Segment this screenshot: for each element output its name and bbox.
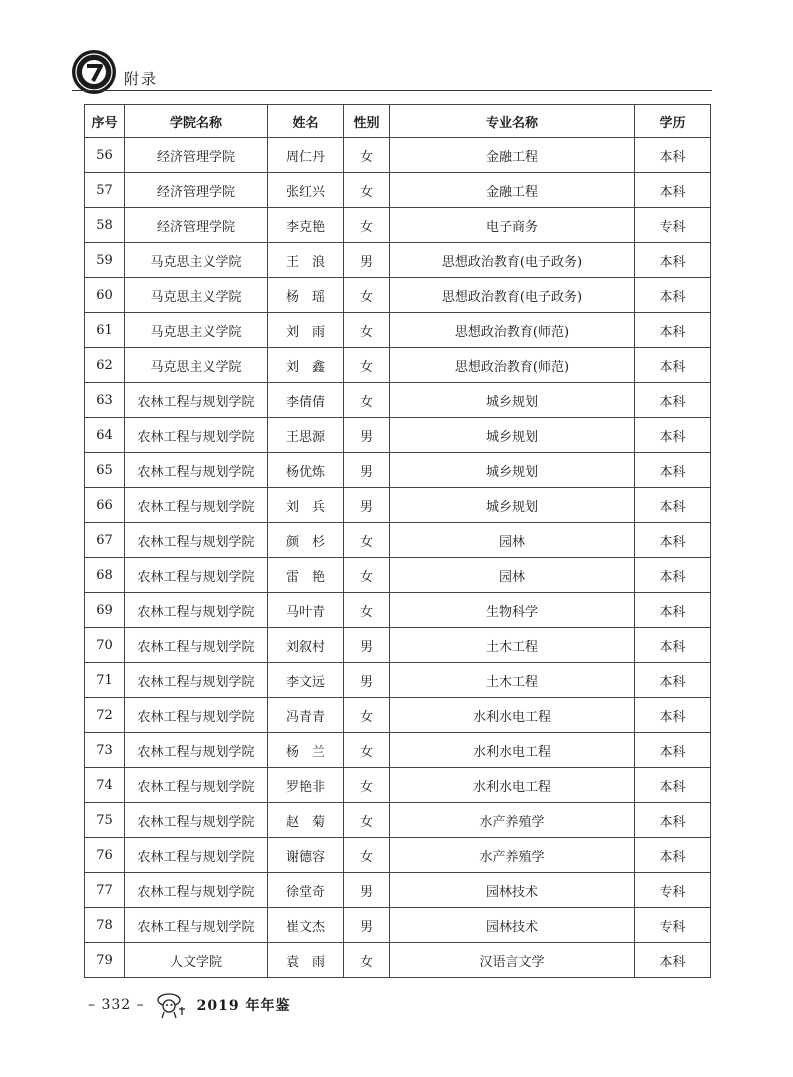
cell-college: 农林工程与规划学院 [125, 803, 268, 838]
yearbook-title: 2019 年年鉴 [196, 998, 291, 1014]
cell-major: 水利水电工程 [390, 733, 635, 768]
cell-degree: 本科 [635, 943, 711, 978]
cell-gender: 女 [344, 803, 390, 838]
cell-degree: 专科 [635, 908, 711, 943]
cell-degree: 专科 [635, 873, 711, 908]
column-header-number: 序号 [85, 105, 125, 138]
cell-major: 城乡规划 [390, 383, 635, 418]
cell-name: 李倩倩 [268, 383, 344, 418]
cell-number: 72 [85, 698, 125, 733]
cell-degree: 本科 [635, 348, 711, 383]
cell-number: 75 [85, 803, 125, 838]
university-seal-icon [72, 50, 116, 94]
cell-number: 58 [85, 208, 125, 243]
cell-major: 电子商务 [390, 208, 635, 243]
cell-college: 农林工程与规划学院 [125, 488, 268, 523]
cell-number: 57 [85, 173, 125, 208]
cell-name: 张红兴 [268, 173, 344, 208]
cell-name: 罗艳非 [268, 768, 344, 803]
table-header-row [85, 105, 711, 138]
page-header [72, 50, 712, 96]
cell-degree: 本科 [635, 278, 711, 313]
table-row [85, 558, 711, 593]
page-number: – 332 – [88, 997, 145, 1013]
cell-name: 徐堂奇 [268, 873, 344, 908]
cell-major: 生物科学 [390, 593, 635, 628]
table-row [85, 243, 711, 278]
cell-gender: 女 [344, 138, 390, 173]
cell-name: 杨优炼 [268, 453, 344, 488]
table-row [85, 523, 711, 558]
cell-major: 思想政治教育(电子政务) [390, 278, 635, 313]
cell-gender: 男 [344, 908, 390, 943]
table-row [85, 943, 711, 978]
cell-number: 71 [85, 663, 125, 698]
cell-name: 王 浪 [268, 243, 344, 278]
cell-number: 74 [85, 768, 125, 803]
cell-degree: 本科 [635, 383, 711, 418]
table-row [85, 803, 711, 838]
cell-major: 水利水电工程 [390, 698, 635, 733]
header-divider [72, 90, 712, 91]
cell-number: 56 [85, 138, 125, 173]
table-row [85, 873, 711, 908]
cell-number: 61 [85, 313, 125, 348]
cell-gender: 女 [344, 768, 390, 803]
cell-name: 杨 瑶 [268, 278, 344, 313]
cell-name: 周仁丹 [268, 138, 344, 173]
table-row [85, 383, 711, 418]
cell-major: 思想政治教育(师范) [390, 348, 635, 383]
cell-gender: 男 [344, 873, 390, 908]
cell-number: 68 [85, 558, 125, 593]
table-row [85, 278, 711, 313]
cell-number: 62 [85, 348, 125, 383]
cell-college: 农林工程与规划学院 [125, 768, 268, 803]
cell-college: 农林工程与规划学院 [125, 593, 268, 628]
cell-major: 水产养殖学 [390, 803, 635, 838]
table-row [85, 593, 711, 628]
cell-degree: 本科 [635, 523, 711, 558]
cell-degree: 本科 [635, 488, 711, 523]
cell-number: 76 [85, 838, 125, 873]
cell-degree: 本科 [635, 173, 711, 208]
table-row [85, 628, 711, 663]
cell-college: 马克思主义学院 [125, 348, 268, 383]
cell-college: 农林工程与规划学院 [125, 733, 268, 768]
table-row [85, 908, 711, 943]
cell-number: 70 [85, 628, 125, 663]
table-row [85, 698, 711, 733]
column-header-gender: 性别 [344, 105, 390, 138]
cell-number: 67 [85, 523, 125, 558]
column-header-college: 学院名称 [125, 105, 268, 138]
cell-degree: 本科 [635, 558, 711, 593]
cell-number: 65 [85, 453, 125, 488]
cell-degree: 本科 [635, 698, 711, 733]
cell-college: 农林工程与规划学院 [125, 418, 268, 453]
cell-name: 李克艳 [268, 208, 344, 243]
cell-major: 园林技术 [390, 908, 635, 943]
cell-college: 马克思主义学院 [125, 313, 268, 348]
table-row [85, 488, 711, 523]
cell-gender: 男 [344, 488, 390, 523]
cell-name: 刘 兵 [268, 488, 344, 523]
cell-name: 颜 杉 [268, 523, 344, 558]
table-row [85, 348, 711, 383]
table-row [85, 838, 711, 873]
cell-college: 农林工程与规划学院 [125, 908, 268, 943]
table-row [85, 733, 711, 768]
cell-gender: 男 [344, 243, 390, 278]
cell-major: 思想政治教育(师范) [390, 313, 635, 348]
cell-major: 城乡规划 [390, 488, 635, 523]
cell-degree: 本科 [635, 593, 711, 628]
cell-college: 农林工程与规划学院 [125, 838, 268, 873]
cell-degree: 本科 [635, 628, 711, 663]
cell-number: 77 [85, 873, 125, 908]
column-header-name: 姓名 [268, 105, 344, 138]
cell-degree: 本科 [635, 733, 711, 768]
table-row [85, 173, 711, 208]
cell-college: 马克思主义学院 [125, 243, 268, 278]
cell-gender: 女 [344, 558, 390, 593]
cell-gender: 女 [344, 523, 390, 558]
cell-degree: 本科 [635, 138, 711, 173]
cell-major: 园林 [390, 558, 635, 593]
cell-major: 城乡规划 [390, 453, 635, 488]
cell-degree: 本科 [635, 803, 711, 838]
cell-college: 农林工程与规划学院 [125, 383, 268, 418]
cell-major: 园林 [390, 523, 635, 558]
cell-degree: 本科 [635, 838, 711, 873]
table-row [85, 453, 711, 488]
cell-name: 杨 兰 [268, 733, 344, 768]
cell-name: 刘叙村 [268, 628, 344, 663]
cell-college: 马克思主义学院 [125, 278, 268, 313]
cell-degree: 本科 [635, 418, 711, 453]
cell-gender: 女 [344, 348, 390, 383]
cell-name: 袁 雨 [268, 943, 344, 978]
cell-major: 城乡规划 [390, 418, 635, 453]
cell-major: 土木工程 [390, 628, 635, 663]
cell-gender: 女 [344, 838, 390, 873]
cell-college: 农林工程与规划学院 [125, 453, 268, 488]
table-body [85, 138, 711, 978]
cell-college: 农林工程与规划学院 [125, 523, 268, 558]
cell-gender: 女 [344, 733, 390, 768]
mascot-icon [155, 991, 189, 1019]
page-footer [88, 990, 388, 1020]
cell-college: 人文学院 [125, 943, 268, 978]
cell-number: 69 [85, 593, 125, 628]
cell-gender: 男 [344, 628, 390, 663]
cell-college: 农林工程与规划学院 [125, 873, 268, 908]
cell-college: 农林工程与规划学院 [125, 663, 268, 698]
cell-gender: 男 [344, 418, 390, 453]
cell-degree: 本科 [635, 453, 711, 488]
cell-number: 63 [85, 383, 125, 418]
cell-gender: 女 [344, 313, 390, 348]
cell-major: 土木工程 [390, 663, 635, 698]
cell-major: 金融工程 [390, 138, 635, 173]
section-title: 附录 [124, 70, 159, 88]
table-row [85, 768, 711, 803]
cell-degree: 本科 [635, 768, 711, 803]
cell-name: 刘 鑫 [268, 348, 344, 383]
cell-name: 马叶青 [268, 593, 344, 628]
cell-number: 79 [85, 943, 125, 978]
cell-name: 雷 艳 [268, 558, 344, 593]
cell-major: 水利水电工程 [390, 768, 635, 803]
cell-gender: 男 [344, 453, 390, 488]
column-header-major: 专业名称 [390, 105, 635, 138]
cell-degree: 本科 [635, 243, 711, 278]
column-header-degree: 学历 [635, 105, 711, 138]
cell-college: 经济管理学院 [125, 138, 268, 173]
cell-college: 农林工程与规划学院 [125, 628, 268, 663]
cell-number: 60 [85, 278, 125, 313]
cell-college: 农林工程与规划学院 [125, 558, 268, 593]
cell-number: 64 [85, 418, 125, 453]
cell-gender: 女 [344, 943, 390, 978]
cell-degree: 本科 [635, 313, 711, 348]
table-row [85, 418, 711, 453]
cell-name: 李文远 [268, 663, 344, 698]
table-row [85, 313, 711, 348]
cell-major: 汉语言文学 [390, 943, 635, 978]
cell-gender: 男 [344, 663, 390, 698]
cell-name: 冯青青 [268, 698, 344, 733]
cell-gender: 女 [344, 698, 390, 733]
table-row [85, 663, 711, 698]
table-row [85, 138, 711, 173]
cell-college: 经济管理学院 [125, 208, 268, 243]
cell-college: 经济管理学院 [125, 173, 268, 208]
cell-degree: 本科 [635, 663, 711, 698]
cell-gender: 女 [344, 383, 390, 418]
cell-name: 赵 菊 [268, 803, 344, 838]
cell-major: 园林技术 [390, 873, 635, 908]
cell-major: 金融工程 [390, 173, 635, 208]
cell-name: 崔文杰 [268, 908, 344, 943]
table-row [85, 208, 711, 243]
cell-name: 王思源 [268, 418, 344, 453]
cell-gender: 女 [344, 593, 390, 628]
cell-name: 刘 雨 [268, 313, 344, 348]
cell-name: 谢德容 [268, 838, 344, 873]
cell-number: 59 [85, 243, 125, 278]
cell-major: 水产养殖学 [390, 838, 635, 873]
cell-gender: 女 [344, 278, 390, 313]
cell-major: 思想政治教育(电子政务) [390, 243, 635, 278]
cell-number: 78 [85, 908, 125, 943]
cell-gender: 女 [344, 208, 390, 243]
roster-table [84, 104, 711, 978]
cell-gender: 女 [344, 173, 390, 208]
cell-number: 66 [85, 488, 125, 523]
cell-number: 73 [85, 733, 125, 768]
cell-degree: 专科 [635, 208, 711, 243]
cell-college: 农林工程与规划学院 [125, 698, 268, 733]
